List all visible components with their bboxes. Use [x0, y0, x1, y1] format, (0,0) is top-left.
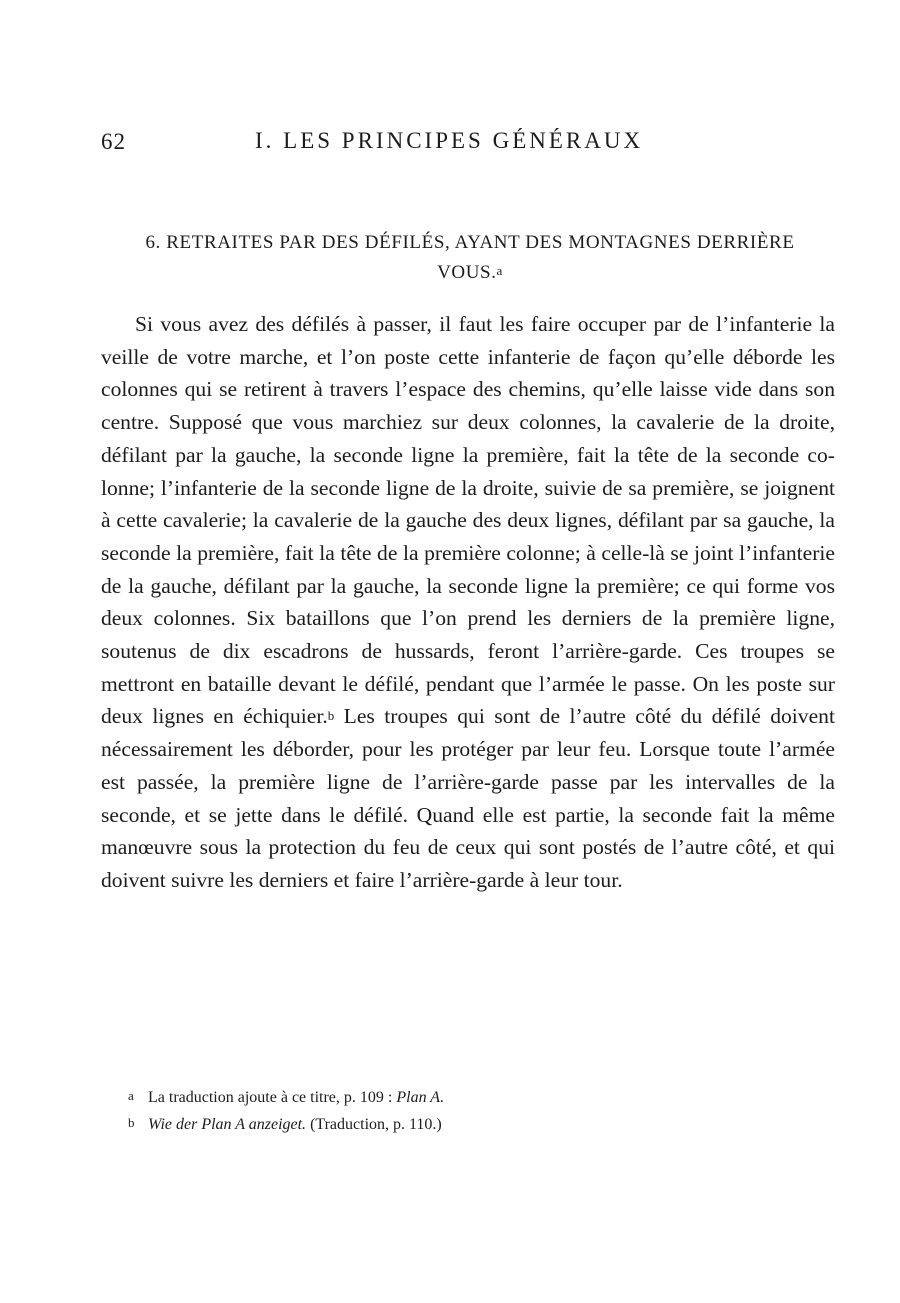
footnote-a — [128, 1083, 768, 1110]
body-text-part-2: Les troupes qui sont de l’autre côté du défilé doivent nécessairement les déborder, pour les protéger par leur feu. Lorsque toute l’armée est passée, la première ligne de l’arrière-garde passe par les intervalles de la seconde, et se jette dans le défilé. Quand elle est partie, la seconde fait la même manœuvre sous la protection du feu de ceux qui sont postés de l’autre côté, et qui doivent suivre les derniers et faire l’arrière-garde à leur tour. — [101, 704, 835, 892]
footnote-a-mark: a — [128, 1088, 134, 1103]
body-paragraph — [101, 308, 835, 897]
footnote-b — [128, 1110, 768, 1137]
body-text-part-1: Si vous avez des défilés à passer, il faut les faire occuper par de l’infanterie la veille de votre marche, et l’on poste cette infanterie de façon qu’elle déborde les colonnes qui se retirent à travers l’espace des chemins, qu’elle laisse vide dans son centre. Supposé que vous marchiez sur deux colonnes, la cavalerie de la droite, défilant par la gauche, la seconde ligne la première, fait la tête de la seconde colonne; l’infanterie de la seconde ligne de la droite, suivie de sa première, se joignent à cette cavalerie; la cavalerie de la gauche des deux lignes, défilant par sa gauche, la seconde la première, fait la tête de la première colonne; à celle-là se joint l’infanterie de la gauche, défilant par la gauche, la seconde ligne la première; ce qui forme vos deux colonnes. Six bataillons que l’on prend les derniers de la première ligne, soutenus de dix escadrons de hussards, feront l’arrière-garde. Ces troupes se mettront en bataille devant le défilé, pendant que l’armée le passe. On les poste sur deux lignes en échiquier. — [101, 312, 835, 729]
section-title-text: 6. RETRAITES PAR DES DÉFILÉS, AYANT DES MONTAGNES DERRIÈRE VOUS. — [145, 232, 795, 283]
footnote-b-italic: Wie der Plan A anzeiget. — [148, 1116, 307, 1133]
footnote-ref-a: a — [496, 263, 503, 278]
section-title — [120, 228, 820, 288]
footnotes — [128, 1083, 768, 1137]
running-head: I. LES PRINCIPES GÉNÉRAUX — [255, 128, 644, 153]
footnote-a-text: La traduction ajoute à ce titre, p. 109 : — [148, 1089, 397, 1106]
page-number: 62 — [101, 129, 126, 154]
footnote-b-mark: b — [128, 1115, 135, 1130]
footnote-b-text: (Traduction, p. 110.) — [306, 1116, 442, 1133]
footnote-a-italic: Plan A. — [396, 1089, 445, 1106]
footnote-ref-b: b — [327, 708, 335, 724]
